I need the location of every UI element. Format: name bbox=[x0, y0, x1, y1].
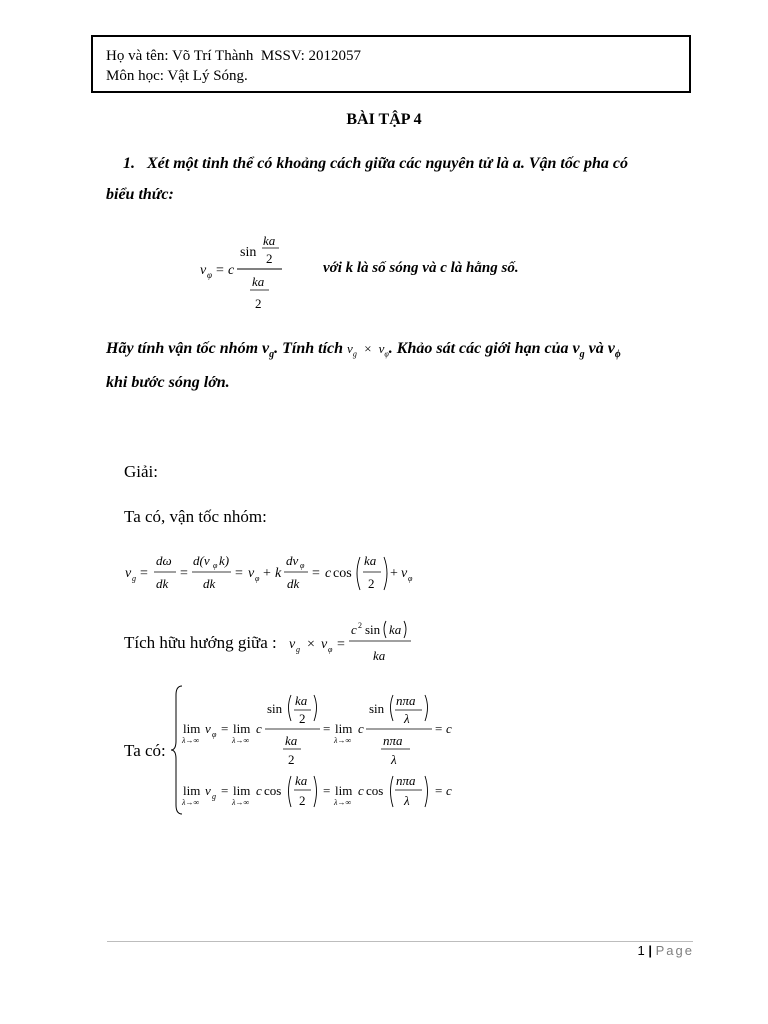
svg-text:g: g bbox=[212, 792, 216, 801]
svg-text:=: = bbox=[221, 721, 229, 736]
svg-text:+: + bbox=[390, 566, 398, 581]
svg-text:ka: ka bbox=[252, 274, 265, 289]
svg-text:=: = bbox=[323, 721, 331, 736]
formula-note: với k là số sóng và c là hằng số. bbox=[323, 260, 519, 276]
svg-text:φ: φ bbox=[328, 645, 333, 654]
svg-text:λ→∞: λ→∞ bbox=[182, 798, 200, 807]
svg-text:λ→∞: λ→∞ bbox=[182, 736, 200, 745]
page-word: Page bbox=[655, 943, 694, 958]
task-sub-phi: ϕ bbox=[614, 349, 621, 361]
svg-text:v: v bbox=[205, 721, 211, 736]
svg-text:dv: dv bbox=[286, 553, 299, 568]
cross-product-formula bbox=[285, 616, 425, 666]
footer-separator: | bbox=[648, 943, 652, 958]
svg-text:v: v bbox=[289, 637, 296, 652]
task-line-1 bbox=[106, 340, 621, 360]
svg-text:=: = bbox=[435, 721, 443, 736]
product-expr: $v_g \times v_\varphi$ bbox=[347, 341, 389, 359]
svg-text:=: = bbox=[180, 566, 188, 581]
svg-text:=: = bbox=[323, 783, 331, 798]
svg-text:v: v bbox=[401, 566, 408, 581]
cross-product-label: Tích hữu hướng giữa : bbox=[124, 633, 277, 652]
svg-text:φ: φ bbox=[255, 574, 260, 583]
svg-text:sin: sin bbox=[369, 701, 385, 716]
task-sub-g: g bbox=[269, 349, 275, 361]
svg-text:+: + bbox=[263, 566, 271, 581]
svg-text:2: 2 bbox=[299, 711, 306, 726]
svg-text:dω: dω bbox=[156, 553, 172, 568]
question-number: 1. bbox=[123, 155, 135, 172]
svg-text:g: g bbox=[132, 574, 136, 583]
svg-text:lim: lim bbox=[335, 783, 353, 798]
svg-text:lim: lim bbox=[233, 783, 251, 798]
svg-text:=: = bbox=[221, 783, 229, 798]
svg-text:ka: ka bbox=[295, 693, 308, 708]
group-velocity-intro: Ta có, vận tốc nhóm: bbox=[124, 507, 267, 526]
svg-text:d(v: d(v bbox=[193, 553, 210, 568]
task-text-a: Hãy tính vận tốc nhóm v bbox=[106, 340, 270, 357]
svg-text:c: c bbox=[256, 783, 262, 798]
svg-text:ka: ka bbox=[373, 648, 386, 663]
svg-text:c: c bbox=[228, 263, 235, 278]
svg-text:k): k) bbox=[219, 553, 230, 568]
svg-text:φ: φ bbox=[408, 574, 413, 583]
page-title: BÀI TẬP 4 bbox=[346, 111, 422, 128]
svg-text:v: v bbox=[205, 783, 211, 798]
page-footer bbox=[560, 943, 694, 958]
header-box bbox=[91, 35, 691, 93]
limits-system bbox=[170, 683, 470, 818]
svg-text:v: v bbox=[200, 263, 207, 278]
svg-text:φ: φ bbox=[207, 270, 212, 280]
phase-velocity-formula bbox=[190, 228, 300, 318]
svg-text:dk: dk bbox=[156, 576, 169, 591]
svg-text:sin: sin bbox=[267, 701, 283, 716]
svg-text:cos: cos bbox=[264, 783, 282, 798]
svg-text:v: v bbox=[321, 637, 328, 652]
svg-text:λ: λ bbox=[404, 793, 410, 808]
svg-text:2: 2 bbox=[255, 296, 262, 311]
limits-label: Ta có: bbox=[124, 741, 166, 760]
svg-text:nπa: nπa bbox=[383, 733, 403, 748]
svg-text:c: c bbox=[446, 721, 452, 736]
svg-text:v: v bbox=[248, 566, 255, 581]
svg-text:λ→∞: λ→∞ bbox=[334, 798, 352, 807]
svg-text:c: c bbox=[358, 721, 364, 736]
svg-text:×: × bbox=[307, 637, 315, 652]
svg-text:cos: cos bbox=[366, 783, 384, 798]
svg-text:λ: λ bbox=[404, 711, 410, 726]
svg-text:c: c bbox=[325, 566, 332, 581]
svg-text:lim: lim bbox=[335, 721, 353, 736]
svg-text:lim: lim bbox=[233, 721, 251, 736]
svg-text:ka: ka bbox=[285, 733, 298, 748]
svg-text:λ→∞: λ→∞ bbox=[232, 736, 250, 745]
svg-text:dk: dk bbox=[203, 576, 216, 591]
question-text-1: Xét một tinh thể có khoảng cách giữa các nguyên tử là a. Vận tốc pha có bbox=[147, 155, 628, 172]
svg-text:=: = bbox=[337, 637, 345, 652]
svg-text:nπa: nπa bbox=[396, 773, 416, 788]
solution-label: Giải: bbox=[124, 462, 158, 481]
svg-text:nπa: nπa bbox=[396, 693, 416, 708]
page-number: 1 bbox=[637, 943, 645, 958]
svg-text:ka: ka bbox=[364, 553, 377, 568]
task-sub-g-2: g bbox=[579, 349, 585, 361]
student-info-line: Họ và tên: Võ Trí Thành MSSV: 2012057 bbox=[106, 48, 362, 64]
svg-text:cos: cos bbox=[333, 566, 352, 581]
svg-text:k: k bbox=[275, 566, 282, 581]
svg-text:2: 2 bbox=[299, 793, 306, 808]
svg-text:ka: ka bbox=[389, 622, 402, 637]
svg-text:=: = bbox=[435, 783, 443, 798]
svg-text:λ: λ bbox=[391, 752, 397, 767]
question-text-2: biểu thức: bbox=[106, 186, 174, 203]
task-line-2: khi bước sóng lớn. bbox=[106, 374, 230, 391]
svg-text:=: = bbox=[140, 566, 148, 581]
svg-text:sin: sin bbox=[365, 622, 381, 637]
svg-text:=: = bbox=[216, 263, 224, 278]
svg-text:φ: φ bbox=[212, 730, 217, 739]
svg-text:2: 2 bbox=[288, 752, 295, 767]
svg-text:lim: lim bbox=[183, 783, 201, 798]
svg-text:2: 2 bbox=[368, 576, 375, 591]
svg-text:2: 2 bbox=[266, 251, 273, 266]
svg-text:lim: lim bbox=[183, 721, 201, 736]
svg-text:λ→∞: λ→∞ bbox=[334, 736, 352, 745]
svg-text:=: = bbox=[235, 566, 243, 581]
footer-divider bbox=[107, 941, 693, 942]
question-line-1 bbox=[123, 155, 628, 173]
svg-text:dk: dk bbox=[287, 576, 300, 591]
task-text-b: . Tính tích bbox=[274, 340, 344, 357]
svg-text:c: c bbox=[351, 622, 357, 637]
group-velocity-formula bbox=[120, 545, 420, 600]
svg-text:2: 2 bbox=[358, 621, 362, 630]
task-text-d: và v bbox=[584, 340, 615, 357]
svg-text:ka: ka bbox=[295, 773, 308, 788]
svg-text:sin: sin bbox=[240, 245, 257, 260]
task-text-c: . Khảo sát các giới hạn của v bbox=[388, 340, 580, 357]
svg-text:c: c bbox=[446, 783, 452, 798]
svg-text:c: c bbox=[256, 721, 262, 736]
svg-text:ka: ka bbox=[263, 233, 276, 248]
svg-text:c: c bbox=[358, 783, 364, 798]
svg-text:φ: φ bbox=[300, 561, 305, 570]
svg-text:λ→∞: λ→∞ bbox=[232, 798, 250, 807]
svg-text:=: = bbox=[312, 566, 320, 581]
svg-text:v: v bbox=[125, 566, 132, 581]
subject-line: Môn học: Vật Lý Sóng. bbox=[106, 68, 248, 84]
svg-text:φ: φ bbox=[213, 561, 218, 570]
svg-text:g: g bbox=[296, 645, 300, 654]
